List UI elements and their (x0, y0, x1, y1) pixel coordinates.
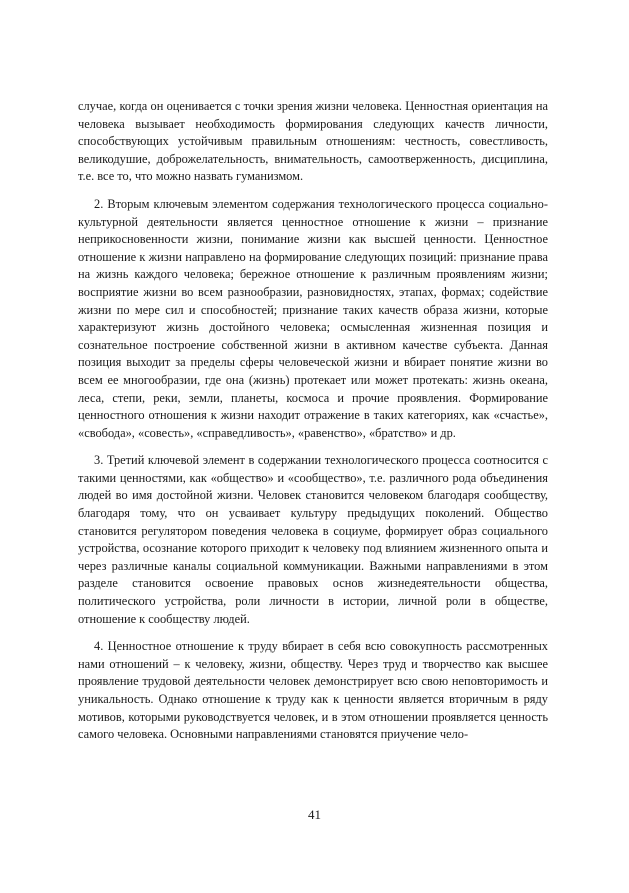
page-number: 41 (308, 807, 321, 822)
paragraph-continuation: случае, когда он оценивается с точки зрения жизни человека. Ценностная ориентация на человека вызывает необходимость формирования следующих качеств личности, способствующих устойчивым правильным отношениям: честность, совестливость, великодушие, доброжелательность, внимательность, самоотверженность, дисциплина, т.е. все то, что можно назвать гуманизмом. (78, 99, 548, 184)
paragraph-3: 3. Третий ключевой элемент в содержании технологического процесса соотносится с такими ценностями, как «общество» и «сообщество», т.е. различного рода объединения людей во имя достойной жизни. Человек становится человеком благодаря сообществу, благодаря тому, что он усваивает культуру предыдущих поколений. Общество становится регулятором поведения человека в социуме, формирует образ социального устройства, осознание которого приходит к человеку под влиянием жизненного опыта и через различные каналы социальной коммуникации. Важными направлениями в этом разделе становится освоение правовых основ жизнедеятельности общества, политического устройства, роли личности в истории, личной роли в обществе, отношение к сообществу людей. (78, 453, 548, 626)
paragraph-4: 4. Ценностное отношение к труду вбирает в себя всю совокупность рассмотренных нами отношений – к человеку, жизни, обществу. Через труд и творчество как высшее проявление трудовой деятельности человек демонстрирует всю свою неповторимость и уникальность. Однако отношение к труду как к ценности является вторичным в ряду мотивов, которыми руководствуется человек, и в этом отношении проявляется ценность самого человека. Основными направлениями становятся приучение чело- (78, 639, 548, 742)
page-body (78, 98, 548, 744)
paragraph-2: 2. Вторым ключевым элементом содержания технологического процесса социально-культурной деятельности является ценностное отношение к жизни – признание неприкосновенности жизни, понимание жизни как высшей ценности. Ценностное отношение к жизни направлено на формирование следующих позиций: признание права на жизнь каждого человека; бережное отношение к различным проявлениям жизни; восприятие жизни во всем разнообразии, разновидностях, этапах, формах; содействие жизни по мере сил и способностей; признание таких качеств образа жизни, которые характеризуют жизнь достойного человека; осмысленная жизненная позиция и сознательное построение собственной жизни в активном качестве субъекта. Данная позиция выходит за пределы сферы человеческой жизни и вбирает понятие жизни во всем ее многообразии, где она (жизнь) протекает или может протекать: жизнь океана, леса, степи, реки, земли, планеты, космоса и прочие проявления. Формирование ценностного отношения к жизни находит отражение в таких категориях, как «счастье», «свобода», «совесть», «справедливость», «равенство», «братство» и др. (78, 196, 548, 440)
